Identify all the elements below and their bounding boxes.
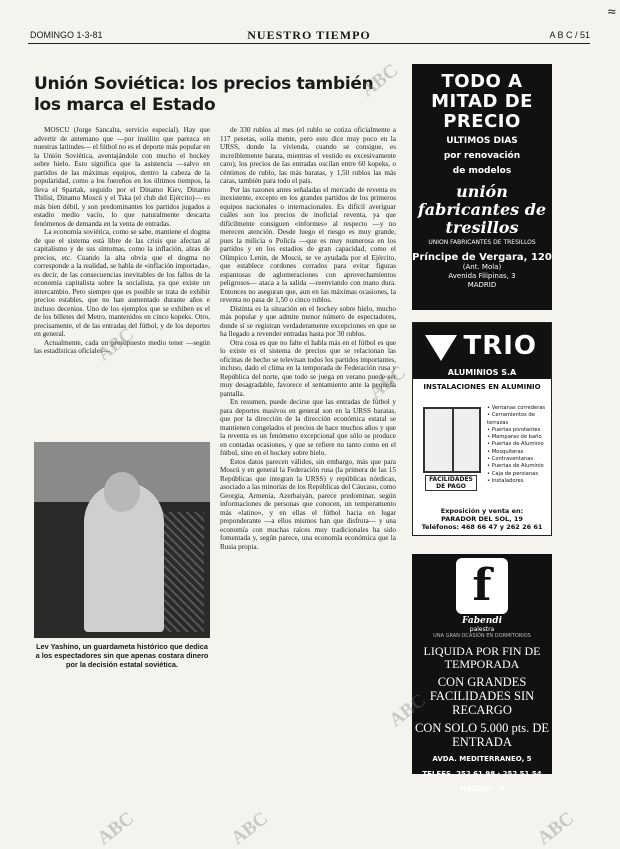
ad-address: Príncipe de Vergara, 120 xyxy=(412,252,552,263)
ad-near: (Ant. Mola) xyxy=(462,263,502,271)
fabendi-line-3: CON SOLO 5.000 pts. DE ENTRADA xyxy=(414,721,550,749)
list-item: • Cerramientos de terrazas xyxy=(487,412,535,426)
ad-brand-small: UNION FABRICANTES DE TRESILLOS xyxy=(428,239,536,246)
furniture-ad xyxy=(412,64,552,310)
list-item: • Caja de persianas xyxy=(487,470,539,477)
trio-product-list xyxy=(487,405,551,485)
watermark: ABC xyxy=(365,361,411,404)
paragraph: Distinta es la situación en el hockey sobre hielo, mucho más popular y que admite menor número de espectadores, donde sí se registran verdaderamente excepciones en que se ha llegado a revender entradas hasta por 30 rublos. xyxy=(220,304,396,338)
article-photo xyxy=(34,442,210,638)
fabendi-city: MADRID - 7 xyxy=(459,785,505,793)
ad-line: por renovación xyxy=(443,151,521,161)
trio-address: PARADOR DEL SOL, 19 xyxy=(441,515,523,523)
list-item: • Puertas de Aluminio xyxy=(487,441,544,448)
watermark: ABC xyxy=(533,807,579,849)
photo-face xyxy=(104,472,140,512)
triangle-logo-icon xyxy=(425,335,457,361)
list-item: • Ventanas correderas xyxy=(487,405,546,411)
fabendi-brand: Fabendi xyxy=(461,616,502,626)
watermark: ABC xyxy=(93,807,139,849)
ad-city: MADRID xyxy=(467,281,497,289)
paragraph: Estos datos parecen válidos, sin embargo, más que para Moscú y en general la Federación rusa (la primera de las 15 Repúblicas que integran la URSS) y repúblicas nórdicas, asociado a las minorías de los Repúblicas del Cáucaso, como Georgia, Armenia, Azerbaiyán, parece predominar, según informaciones de personas que conocen, un temperamento más «latino», y en ellas el fútbol hacia en lugar preponderante —a ellos mismos han que disfruta— y una economía con muchas raíces muy tradicionales ha sido fomentada y, según parece, una economía económica que la Rusia propia. xyxy=(220,457,396,551)
photo-caption: Lev Yashino, un guardameta histórico que dedica a los espectadores sin que apenas costara dinero por la decisión estatal soviética. xyxy=(35,642,209,669)
page-header xyxy=(28,30,590,44)
article-column-2 xyxy=(220,126,396,551)
trio-shows: Exposición y venta en: xyxy=(440,507,524,515)
watermark: ABC xyxy=(93,323,139,366)
trio-footer xyxy=(413,507,551,531)
payment-sticker: FACILIDADES DE PAGO xyxy=(425,475,477,491)
list-item: • Puertas pivotantes xyxy=(487,426,541,433)
ad-line: ULTIMOS DIAS xyxy=(446,136,518,146)
fabendi-address: AVDA. MEDITERRANEO, 5 xyxy=(432,755,532,763)
list-item: • Instaladores xyxy=(487,477,524,484)
fabendi-line-2: CON GRANDES FACILIDADES SIN RECARGO xyxy=(429,675,535,717)
paragraph: La economía soviética, como se sabe, mantiene el dogma de que el sistema está libre de las crisis que afectan al capitalismo y de sus síntomas, como la inflación, alzas de precios, etc. Cuando la alta obvia que el dogma no corresponde a la realidad, se habla de «inflación importada», es decir, de las consecuencias inevitables de los fallos de la economía capitalista sobre la socialista, ya que existe un intercambio. Pero siempre que es posible se trata de exhibir precios estables, que no han aumentado durante años e incluso decenios. Uno de los ejemplos que se exhiben es el de los billetes del Metro, mantenidos en cinco kopeks. Otro, precisamente, el de las entradas del fútbol, y de los deportes en general. xyxy=(34,228,210,338)
list-item: • Mamparas de baño xyxy=(487,434,542,441)
paragraph: Otra cosa es que no falte el habla más en el fútbol es que lo existe es el sistema de precios que se relacionan las oficinas de hecho se televisan todos los partidos importantes, incluso, dado el clima en la temporada de Federación rusa y República del norte, que todo se juega en verano puede ser muy desagradable, favorece el sentamiento ante la pequeña pantalla. xyxy=(220,338,396,398)
ad-brand: unión fabricantes de tresillos xyxy=(417,182,547,237)
list-item: • Mosquiteras xyxy=(487,448,524,455)
fabendi-phones: TELEFS. 252 61 98 · 252 51 54 xyxy=(422,770,542,778)
article-column-1 xyxy=(34,126,210,356)
paragraph: Actualmente, cada un presupuesto medio tener —según las estadísticas oficiales— xyxy=(34,338,210,355)
article-headline: Unión Soviética: los precios también los marca el Estado xyxy=(34,74,374,115)
paragraph: de 330 rublos al mes (el rublo se cotiza oficialmente a 117 pesetas, solía mente, pero esto dice muy poco en la URSS, donde la vivienda, cuando se consigue, es increíblemente barata, mientras el vestido es excesivamente caro), los precios de las entradas oscilan entre 60 kopeks, o céntimos de rublo, las más baratas, y 1,50 rublos las más caras, también para todo el país. xyxy=(220,126,396,185)
watermark: ABC xyxy=(385,689,431,732)
window-illustration xyxy=(423,407,481,473)
corner-mark: ≈ xyxy=(607,4,616,20)
trio-phones: Teléfonos: 468 66 47 y 262 26 61 xyxy=(421,523,543,531)
ad-metro: Avenida Filipinas, 3 xyxy=(448,272,516,280)
ad-headline: TODO A MITAD DE PRECIO xyxy=(431,71,533,132)
trio-sub: ALUMINIOS S.A xyxy=(447,368,517,377)
fabendi-ring-text: UNA GRAN OCASIÓN EN DORMITORIOS xyxy=(433,633,531,639)
watermark: ABC xyxy=(227,807,273,849)
list-item: • Puertas de Aluminio xyxy=(487,463,544,470)
list-item: • Contraventanas xyxy=(487,456,534,463)
issue-date: DOMINGO 1-3-81 xyxy=(30,30,103,40)
fabendi-ad xyxy=(412,554,552,793)
trio-name: TRIO xyxy=(463,331,537,361)
ad-line: de modelos xyxy=(452,166,512,176)
watermark: ABC xyxy=(357,59,403,102)
fabendi-logo-icon: f xyxy=(456,558,508,614)
page-number: A B C / 51 xyxy=(549,30,590,40)
paragraph: MOSCU (Jorge Sancalta, servicio especial). Hay que advertir de antemano que —por insólito que parezca en nuestras latitudes— el fútbol no es el deporte más popular en la Unión Soviética, aventajándole con mucho el hockey sobre hielo. Esto significa que la asistencia —salvo en partidos de las máximas equipos, dentro la cabeza de la popularidad, como a los fuereños en los últimos tiempos, la lleva el Spartak, seguido por el Dinamo Kiev, Dinamo Tbilisi, Dinamo Moscú y el Tska (el club del Ejército)— es más bien débil, y son predominantes los partidos jugados a estadio medio vacío, lo que naturalmente descarta fenómenos de demanda en la venta de entradas. xyxy=(34,126,210,228)
fabendi-line-1: LIQUIDA POR FIN DE TEMPORADA xyxy=(423,644,541,671)
trio-install: INSTALACIONES EN ALUMINIO xyxy=(423,383,541,391)
fabendi-brand-sub: palestra xyxy=(469,626,495,633)
trio-ad xyxy=(412,322,552,536)
trio-banner xyxy=(413,323,551,379)
section-title: NUESTRO TIEMPO xyxy=(247,28,371,42)
paragraph: Por las razones antes señaladas el mercado de reventa es inexistente, excepto en los grandes partidos de los primeros equipos nacionales o internacionales. Es difícil averiguar cuáles son los precios de inoficial reventa, ya que difícilmente consiguen «informes» al respecto —y no merecen atención. Desde luego el riesgo es muy grande, pues la milicia o Policía —que es muy numerosa en los partidos y en los estadios de gran capacidad, como el Olímpico Lenin, de Moscú, se ve ayudada por el Ejército, que establece cordones cerrados para evitar figuras espantosas de aglomeraciones con aprovechamientos peligrosos— ataca a la salida —reenviando con mano dura. Entonces no aseguran que, aun en las máximas ocasiones, la reventa no pasa de 1,50 o cinco rublos. xyxy=(220,185,396,304)
paragraph: En resumen, puede decirse que las entradas de fútbol y para deportes masivos en general son en la URSS baratas, que por la dirección de la dirección económica estatal se mantienen congelados el precios de hace muchos años y que la reventa es un fenómeno excepcional que sólo se produce en contadas ocasiones, y que se refiere no tanto como en el fútbol, sino en el hockey sobre hielo. xyxy=(220,398,396,457)
